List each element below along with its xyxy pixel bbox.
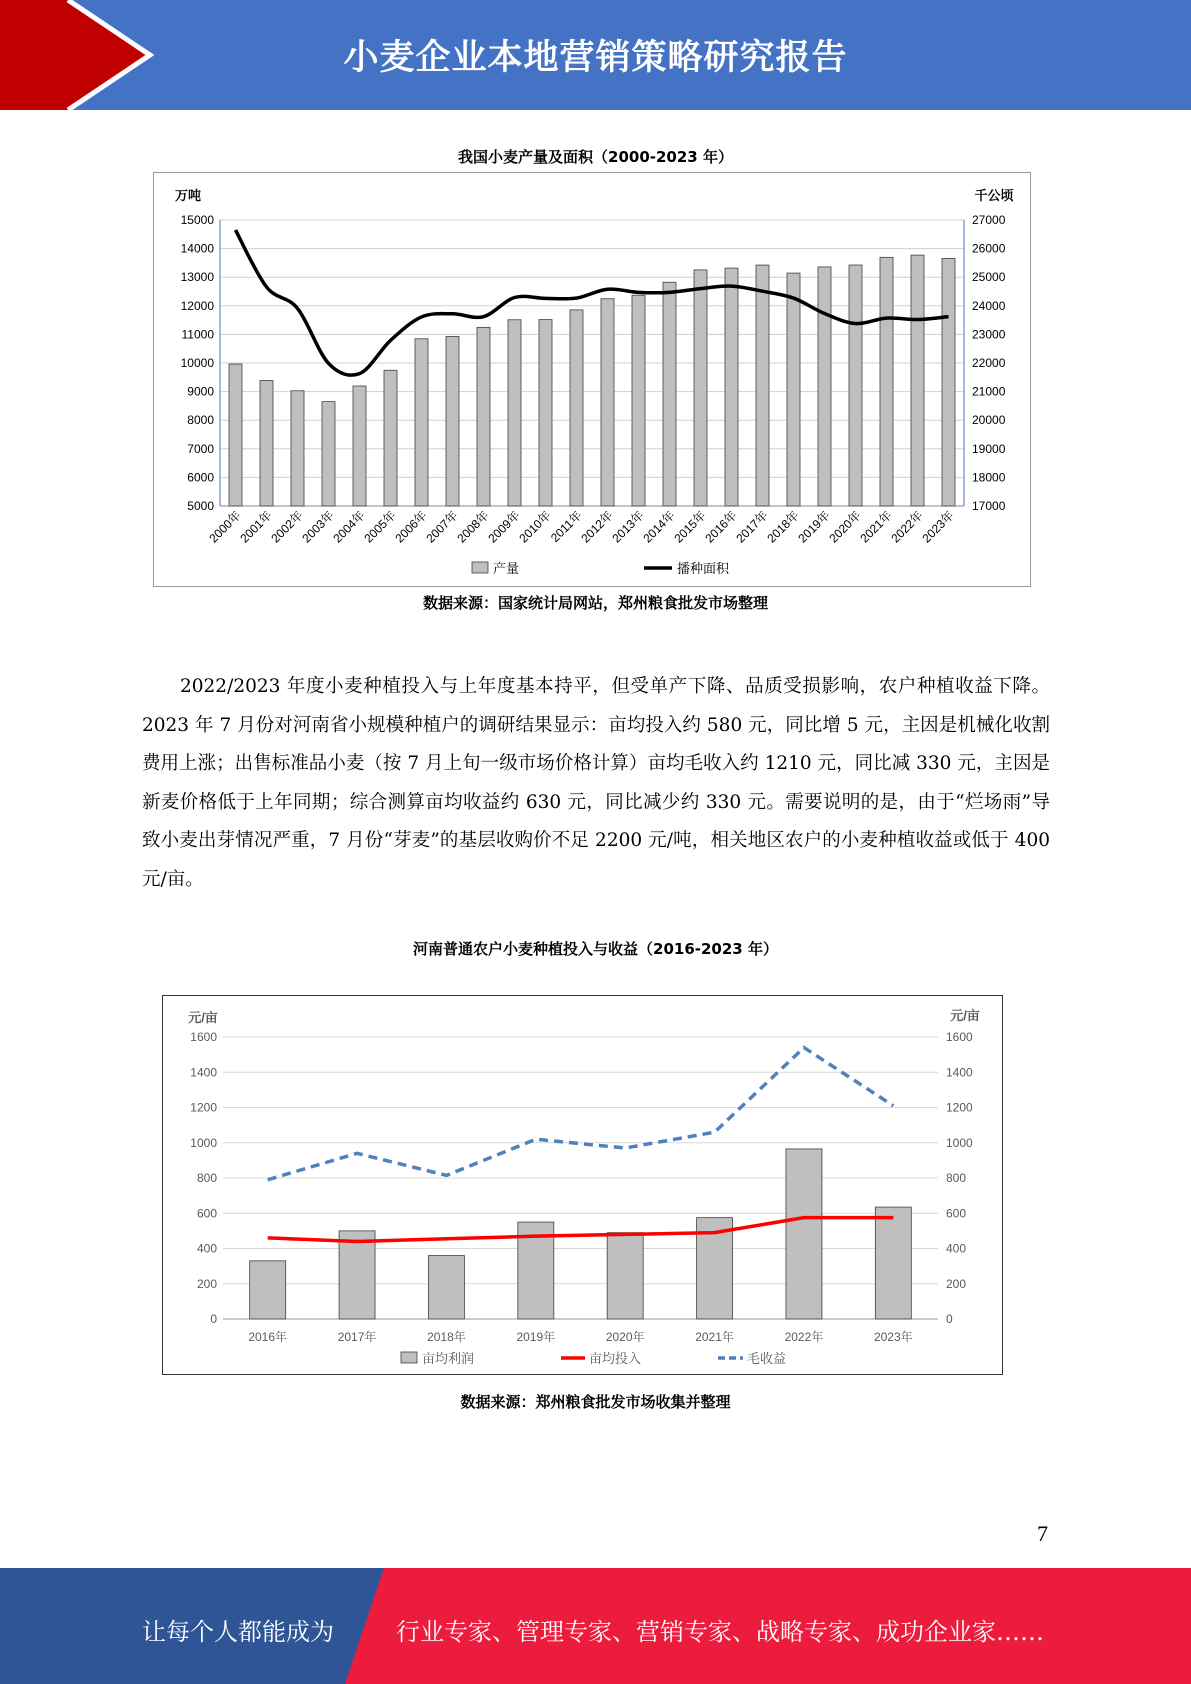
x-tick-label: 2017年 [733, 508, 771, 546]
y-tick-label: 1600 [190, 1030, 217, 1044]
header-title: 小麦企业本地营销策略研究报告 [343, 38, 848, 78]
y2-tick-label: 1400 [946, 1065, 973, 1080]
bar-production [756, 265, 769, 506]
chart1-title: 我国小麦产量及面积（2000-2023 年） [458, 148, 733, 166]
x-tick-label: 2011年 [547, 508, 585, 545]
y-tick-label: 9000 [187, 384, 214, 399]
legend-swatch-production [472, 562, 488, 573]
x-tick-label: 2020年 [826, 508, 864, 546]
x-tick-label: 2016年 [702, 508, 740, 546]
chart1-plot [154, 173, 1030, 586]
bar-production [787, 273, 800, 506]
y2-tick-label: 27000 [972, 213, 1006, 227]
bar-production [725, 268, 738, 506]
page-footer [0, 1568, 1191, 1684]
bar-production [415, 339, 428, 506]
y2-tick-label: 23000 [972, 327, 1006, 342]
bar-production [663, 282, 676, 506]
legend-label-input: 亩均投入 [589, 1351, 642, 1366]
x-tick-label: 2012年 [578, 508, 616, 546]
x-tick-label: 2017年 [337, 1330, 377, 1344]
x-tick-label: 2000年 [206, 508, 244, 546]
y-tick-label: 400 [196, 1241, 217, 1256]
y-axis-unit: 元/亩 [188, 1010, 218, 1025]
x-tick-label: 2022年 [784, 1330, 824, 1344]
x-tick-label: 2009年 [485, 508, 523, 546]
y2-tick-label: 600 [946, 1206, 967, 1221]
bar-profit [428, 1256, 464, 1319]
legend-swatch-profit [401, 1352, 417, 1363]
x-tick-label: 2018年 [427, 1330, 466, 1344]
x-tick-label: 2010年 [516, 508, 554, 546]
bar-production [384, 370, 397, 506]
y2-axis-unit: 千公顷 [974, 188, 1014, 203]
legend-label-gross-income: 毛收益 [747, 1351, 787, 1366]
y-tick-label: 7000 [187, 441, 214, 456]
y2-tick-label: 21000 [972, 384, 1006, 399]
y-tick-label: 0 [210, 1312, 217, 1326]
bar-profit [250, 1261, 286, 1319]
bar-production [570, 310, 583, 506]
x-tick-label: 2014年 [640, 508, 678, 546]
y-tick-label: 8000 [187, 413, 214, 428]
y2-tick-label: 200 [946, 1276, 967, 1291]
bar-production [880, 257, 893, 506]
y-tick-label: 800 [196, 1171, 217, 1185]
x-tick-label: 2002年 [268, 508, 306, 546]
y-axis-unit: 万吨 [174, 188, 202, 203]
y-tick-label: 600 [196, 1206, 217, 1221]
legend-label-sown-area: 播种面积 [677, 561, 730, 576]
chart2-title: 河南普通农户小麦种植投入与收益（2016-2023 年） [413, 940, 778, 958]
y-tick-label: 15000 [180, 213, 214, 227]
y-tick-label: 1000 [190, 1135, 217, 1150]
bar-profit [607, 1233, 643, 1319]
x-tick-label: 2003年 [299, 508, 337, 546]
chart1-frame [153, 172, 1031, 587]
x-tick-label: 2020年 [605, 1330, 645, 1344]
y2-tick-label: 1600 [946, 1030, 973, 1044]
x-tick-label: 2023年 [919, 508, 957, 546]
chart2-plot [163, 996, 1002, 1374]
y2-tick-label: 25000 [972, 270, 1006, 285]
x-tick-label: 2005年 [361, 508, 399, 546]
y2-tick-label: 17000 [972, 499, 1006, 513]
x-tick-label: 2021年 [695, 1330, 734, 1344]
y-tick-label: 13000 [180, 270, 214, 285]
y-tick-label: 1400 [190, 1065, 217, 1080]
bar-production [694, 270, 707, 506]
y2-tick-label: 1000 [946, 1135, 973, 1150]
bar-production [477, 327, 490, 506]
body-paragraph [142, 668, 1050, 899]
x-tick-label: 2021年 [857, 508, 895, 546]
bar-production [353, 386, 366, 506]
x-tick-label: 2016年 [248, 1330, 288, 1344]
page-header [0, 0, 1191, 110]
footer-slogan-left: 让每个人都能成为 [142, 1618, 334, 1646]
bar-production [291, 391, 304, 506]
y-tick-label: 10000 [180, 356, 214, 370]
bar-production [849, 265, 862, 506]
y2-tick-label: 18000 [972, 470, 1006, 485]
y-tick-label: 1200 [190, 1100, 217, 1115]
x-tick-label: 2022年 [888, 508, 926, 546]
bar-production [322, 402, 335, 506]
y2-tick-label: 400 [946, 1241, 967, 1256]
x-tick-label: 2008年 [454, 508, 492, 546]
y2-tick-label: 26000 [972, 241, 1006, 256]
y-tick-label: 200 [196, 1276, 217, 1291]
body-paragraph-text: 2022/2023 年度小麦种植投入与上年度基本持平，但受单产下降、品质受损影响，农户种植收益下降。2023 年 7 月份对河南省小规模种植户的调研结果显示：亩均投入约 580 元，同比增 5 元，主因是机械化收割费用上涨；出售标准品小麦（按 7 月上旬一级市场价格计算）亩均毛收入约 1210 元，同比减 330 元，主因是新麦价格低于上年同期；综合测算亩均收益约 630 元，同比减少约 330 元。需要说明的是，由于“烂场雨”导致小麦出芽情况严重，7 月份“芽麦”的基层收购价不足 2200 元/吨，相关地区农户的小麦种植收益或低于 400 元/亩。 [142, 676, 1050, 890]
x-tick-label: 2015年 [671, 508, 709, 546]
bar-profit [339, 1231, 375, 1319]
y2-tick-label: 0 [946, 1312, 953, 1326]
chart2-frame [162, 995, 1003, 1375]
chart1-source: 数据来源：国家统计局网站，郑州粮食批发市场整理 [422, 594, 768, 612]
bar-production [260, 381, 273, 506]
line-sown-area [236, 230, 949, 375]
x-tick-label: 2007年 [423, 508, 461, 546]
y2-axis-unit: 元/亩 [950, 1008, 980, 1023]
x-tick-label: 2001年 [237, 508, 275, 546]
x-tick-label: 2023年 [873, 1330, 913, 1344]
bar-production [632, 295, 645, 506]
y2-tick-label: 1200 [946, 1100, 973, 1115]
y2-tick-label: 19000 [972, 441, 1006, 456]
y-tick-label: 6000 [187, 470, 214, 485]
y2-tick-label: 24000 [972, 298, 1006, 313]
x-tick-label: 2018年 [764, 508, 802, 546]
y-tick-label: 11000 [181, 327, 214, 342]
bar-production [942, 258, 955, 506]
footer-slogan-right: 行业专家、管理专家、营销专家、战略专家、成功企业家…… [396, 1618, 1044, 1646]
bar-production [508, 320, 521, 506]
y2-tick-label: 22000 [972, 356, 1006, 370]
y2-tick-label: 20000 [972, 413, 1006, 428]
x-tick-label: 2006年 [392, 508, 430, 546]
y2-tick-label: 800 [946, 1171, 967, 1185]
bar-production [911, 255, 924, 506]
legend-label-profit: 亩均利润 [422, 1351, 475, 1366]
bar-production [229, 364, 242, 506]
bar-production [539, 320, 552, 506]
x-tick-label: 2004年 [330, 508, 368, 546]
x-tick-label: 2019年 [795, 508, 833, 546]
x-tick-label: 2019年 [516, 1330, 556, 1344]
bar-profit [786, 1149, 822, 1319]
y-tick-label: 5000 [187, 499, 214, 513]
x-tick-label: 2013年 [609, 508, 647, 546]
bar-production [601, 299, 614, 506]
bar-production [818, 267, 831, 506]
bar-profit [875, 1207, 911, 1319]
chart2-source: 数据来源：郑州粮食批发市场收集并整理 [460, 1393, 731, 1411]
y-tick-label: 12000 [180, 298, 214, 313]
legend-label-production: 产量 [493, 561, 520, 576]
y-tick-label: 14000 [180, 241, 214, 256]
bar-production [446, 336, 459, 506]
page-number: 7 [1037, 1521, 1048, 1546]
